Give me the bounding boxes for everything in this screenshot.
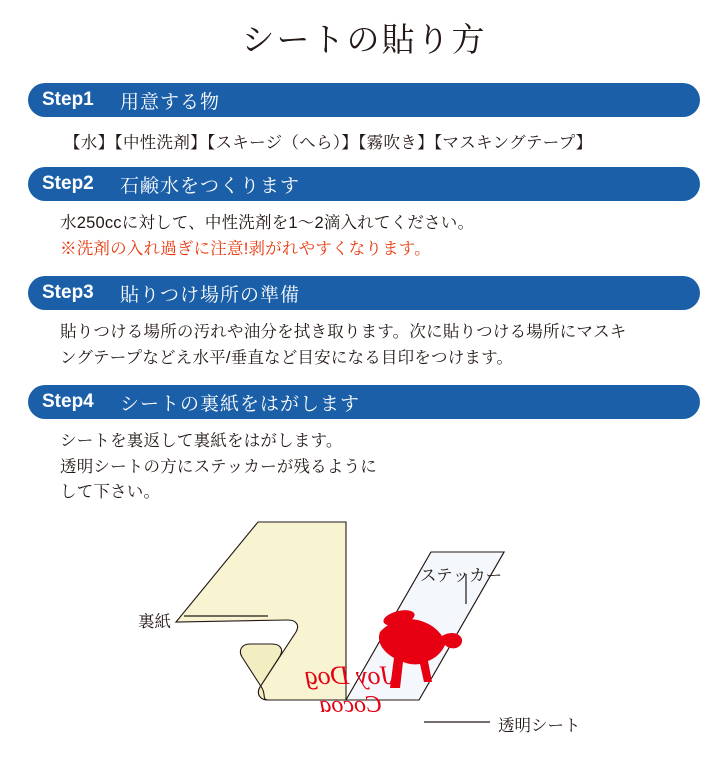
step1-header bbox=[28, 83, 700, 117]
step2-header bbox=[28, 167, 700, 201]
section-step3 bbox=[0, 276, 728, 371]
step3-line1: 貼りつける場所の汚れや油分を拭き取ります。次に貼りつける場所にマスキ bbox=[60, 323, 627, 342]
step4-body bbox=[28, 419, 700, 506]
step4-line3: して下さい。 bbox=[60, 483, 161, 502]
step2-heading: 石鹸水をつくります bbox=[120, 175, 301, 197]
section-step1 bbox=[0, 83, 728, 153]
label-backing-paper: 裏紙 bbox=[138, 612, 171, 631]
step4-heading: シートの裏紙をはがします bbox=[120, 393, 361, 415]
section-step2 bbox=[0, 167, 728, 262]
step3-header bbox=[28, 276, 700, 310]
step4-header bbox=[28, 385, 700, 419]
step2-warning: ※洗剤の入れ過ぎに注意!剥がれやすくなります。 bbox=[60, 239, 431, 258]
step4-line2: 透明シートの方にステッカーが残るように bbox=[60, 457, 377, 476]
step4-number: Step4 bbox=[42, 391, 94, 413]
step3-line2: ングテープなどえ水平/垂直など目安になる目印をつけます。 bbox=[60, 348, 514, 367]
step3-heading: 貼りつけ場所の準備 bbox=[120, 284, 301, 306]
step2-line1: 水250ccに対して、中性洗剤を1〜2滴入れてください。 bbox=[60, 214, 475, 232]
step2-number: Step2 bbox=[42, 173, 94, 194]
step3-number: Step3 bbox=[42, 282, 94, 304]
step2-body bbox=[28, 201, 700, 262]
step1-items: 【水】【中性洗剤】【スキージ（へら）】【霧吹き】【マスキングテープ】 bbox=[64, 134, 593, 152]
step3-body bbox=[28, 310, 700, 371]
label-clear-sheet: 透明シート bbox=[498, 716, 581, 735]
page-title: シートの貼り方 bbox=[241, 21, 487, 58]
step1-heading: 用意する物 bbox=[120, 91, 221, 113]
sticker-text bbox=[305, 661, 392, 718]
peel-diagram bbox=[28, 512, 700, 762]
step4-line1: シートを裏返して裏紙をはがします。 bbox=[60, 432, 343, 451]
label-sticker: ステッカー bbox=[420, 566, 503, 585]
svg-text:Joy Dog: Joy Dog bbox=[304, 660, 392, 690]
section-step4 bbox=[0, 385, 728, 506]
peel-diagram-svg bbox=[28, 512, 700, 762]
step1-number: Step1 bbox=[42, 89, 94, 110]
svg-text:Cocoa: Cocoa bbox=[319, 691, 382, 718]
